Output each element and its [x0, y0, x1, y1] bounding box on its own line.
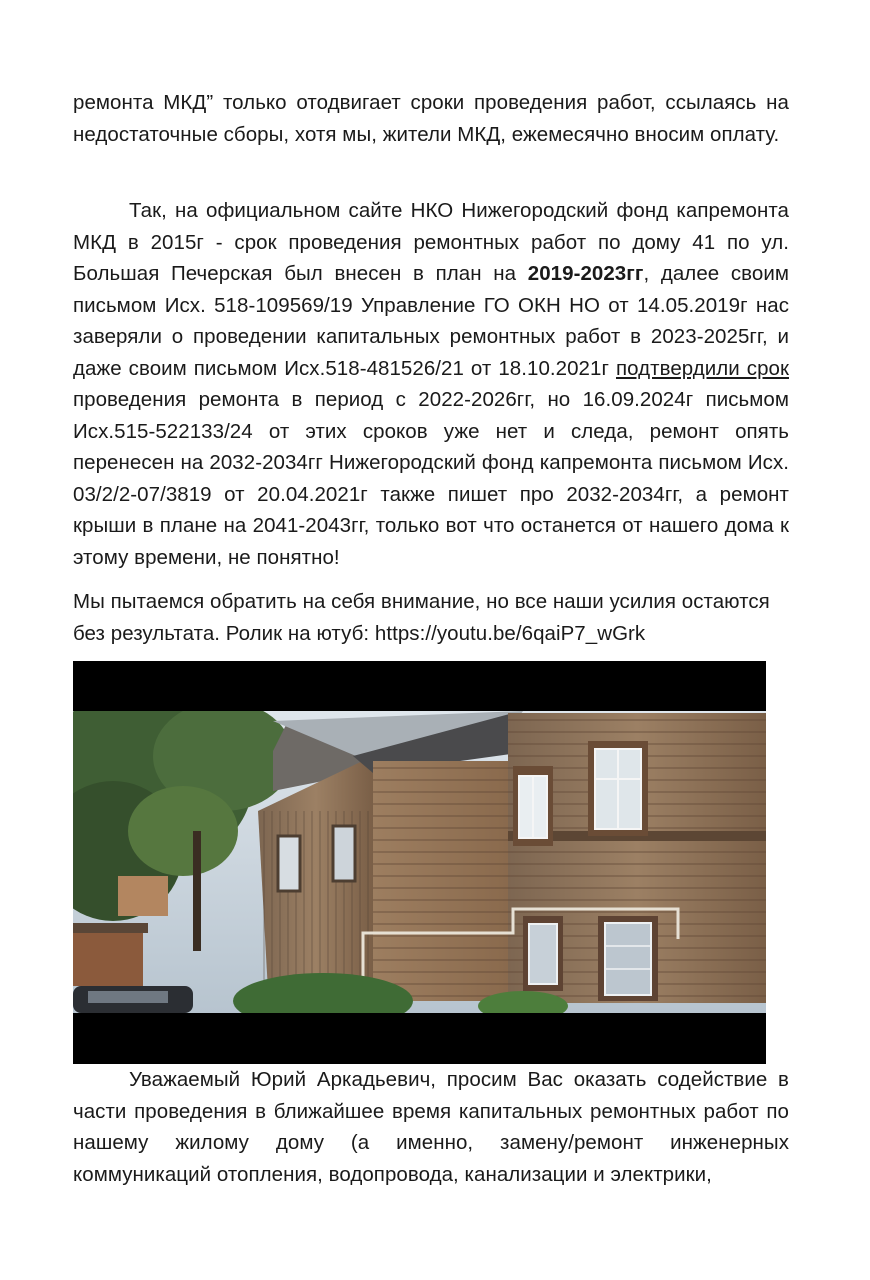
house-photo: [73, 661, 766, 1064]
paragraph-2-underlined: подтвердили срок: [616, 356, 789, 380]
letterbox-top: [73, 661, 766, 711]
letterbox-bottom: [73, 1013, 766, 1064]
house-photo-image: [73, 661, 766, 1064]
paragraph-3: [73, 586, 789, 649]
paragraph-1: [73, 87, 789, 150]
paragraph-2-part-2: , далее своим письмом Исх. 518-109569/19 Управление ГО ОКН НО от 14.05.2019г нас заверяли о проведении капитальных ремонтных работ в 2023-2025гг, и даже своим письмом Исх.518-481526/21 от 18.10.2021г: [73, 262, 789, 380]
paragraph-4-text: Уважаемый Юрий Аркадьевич, просим Вас оказать содействие в части проведения в ближайшее время капитальных ремонтных работ по нашему жилому дому (а именно, замену/ремонт инженерных коммуникаций отопления, водопровода, канализации и электрики,: [73, 1068, 789, 1186]
paragraph-2-part-1: Так, на официальном сайте НКО Нижегородский фонд капремонта МКД в 2015г - срок проведения ремонтных работ по дому 41 по ул. Большая Печерская был внесен в план на: [73, 199, 789, 285]
paragraph-4: [73, 1064, 789, 1190]
paragraph-2: [73, 195, 789, 573]
photo-scene: [73, 691, 766, 1029]
paragraph-2-part-3: проведения ремонта в период с 2022-2026гг, но 16.09.2024г письмом Исх.515-522133/24 от этих сроков уже нет и следа, ремонт опять перенесен на 2032-2034гг Нижегородский фонд капремонта письмом Исх. 03/2/2-07/3819 от 20.04.2021г также пишет про 2032-2034гг, а ремонт крыши в плане на 2041-2043гг, только вот что останется от нашего дома к этому времени, не понятно!: [73, 388, 789, 569]
paragraph-1-text: ремонта МКД” только отодвигает сроки проведения работ, ссылаясь на недостаточные сборы, хотя мы, жители МКД, ежемесячно вносим оплату.: [73, 91, 789, 146]
paragraph-2-bold-years: 2019-2023гг: [527, 262, 644, 285]
paragraph-3-text: Мы пытаемся обратить на себя внимание, но все наши усилия остаются без результата. Ролик на ютуб: https://youtu.be/6qaiP7_wGrk: [73, 590, 770, 645]
